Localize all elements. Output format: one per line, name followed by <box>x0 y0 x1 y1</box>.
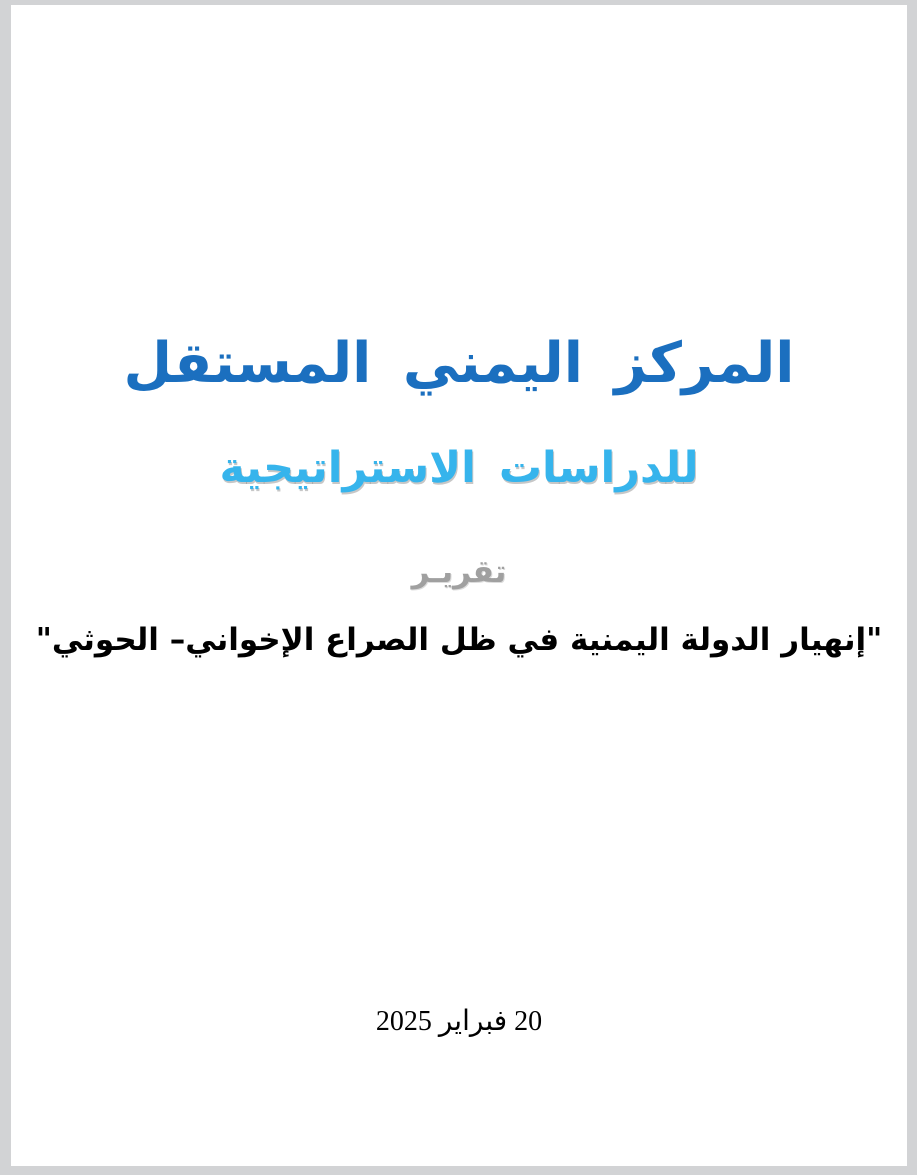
org-name-line1: المركز اليمني المستقل <box>123 331 795 396</box>
report-title: "إنهيار الدولة اليمنية في ظل الصراع الإخواني– الحوثي" <box>35 622 883 658</box>
org-name-line2: للدراسات الاستراتيجية <box>219 443 699 493</box>
doc-type-label: تقريـر <box>411 554 507 590</box>
report-date: 20 فبراير 2025 <box>375 1006 543 1037</box>
document-page <box>11 5 907 1166</box>
